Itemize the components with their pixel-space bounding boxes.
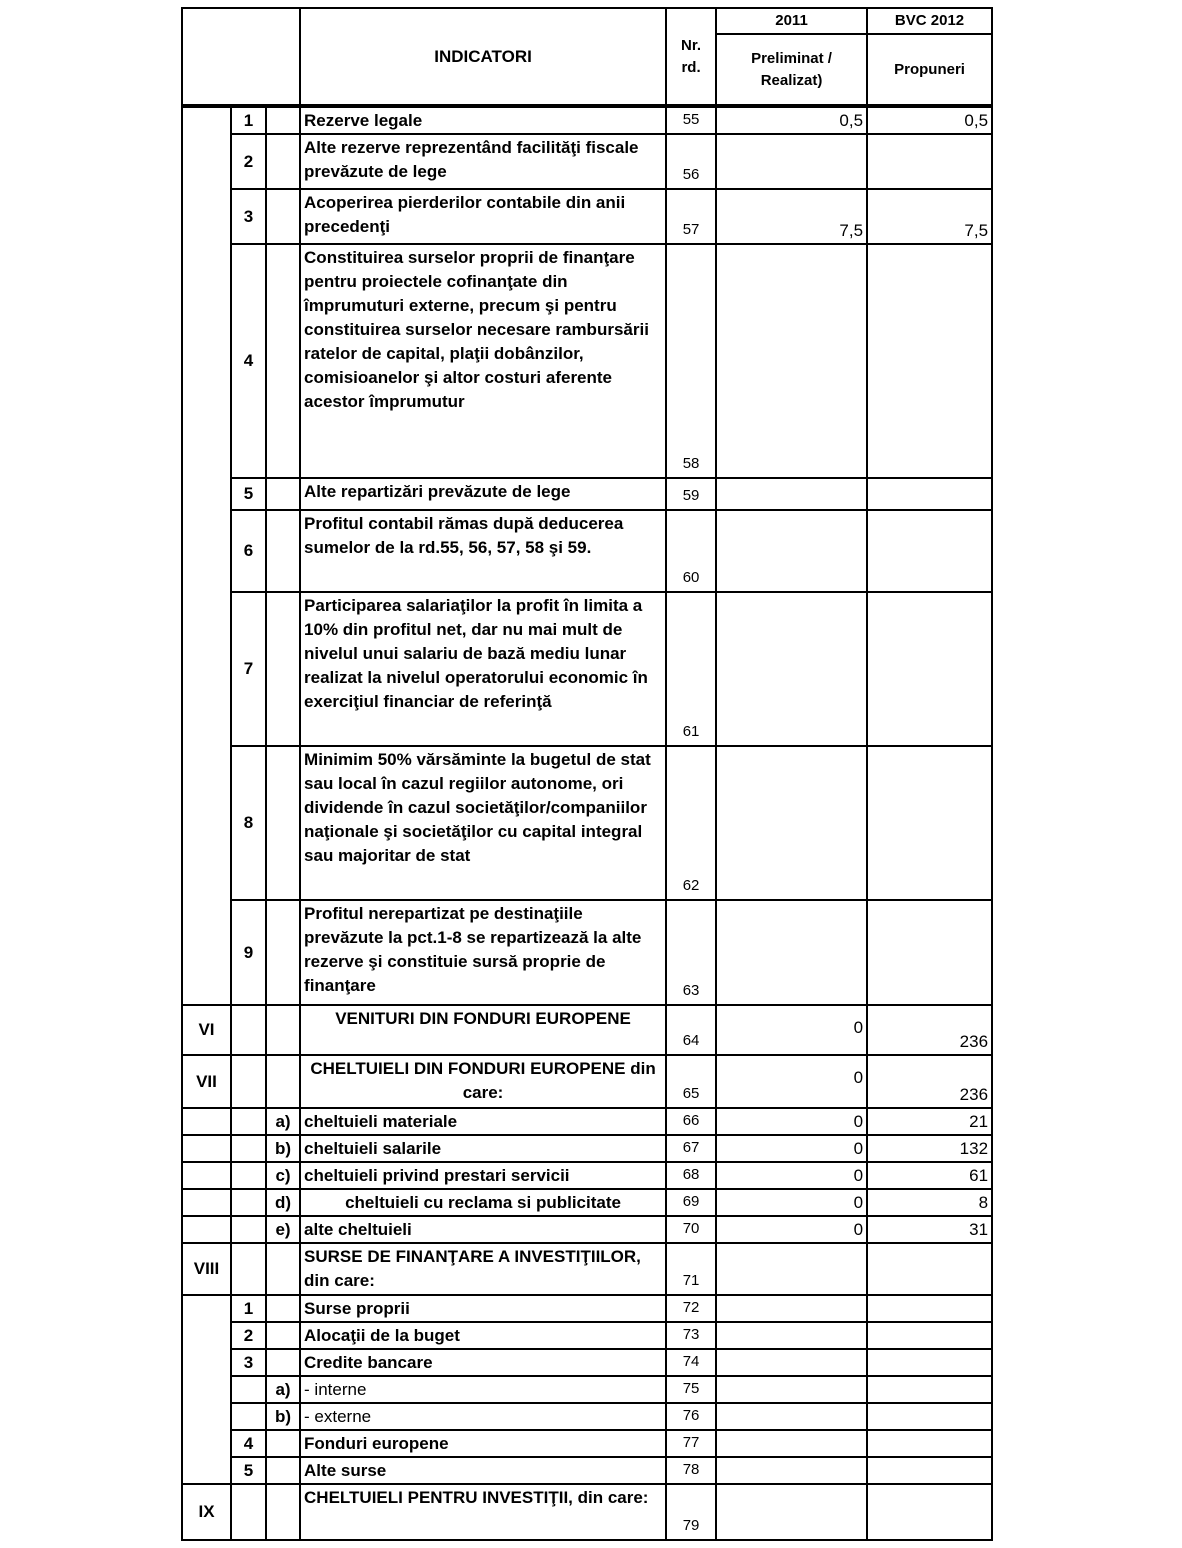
table-row (182, 1162, 992, 1189)
table-row (182, 1108, 992, 1135)
row-letter (266, 1430, 300, 1457)
row-value-2011 (716, 244, 867, 478)
row-value-2012 (867, 592, 992, 746)
row-value-2011: 0 (716, 1055, 867, 1108)
table-row (182, 592, 992, 746)
table-row (182, 1349, 992, 1376)
table-row (182, 478, 992, 510)
row-rd: 55 (666, 106, 716, 134)
row-rd: 66 (666, 1108, 716, 1135)
table-row (182, 189, 992, 244)
budget-table (181, 7, 993, 1541)
row-rd: 65 (666, 1055, 716, 1108)
row-value-2012: 236 (867, 1055, 992, 1108)
row-rd: 75 (666, 1376, 716, 1403)
row-value-2011 (716, 1243, 867, 1295)
table-row (182, 1216, 992, 1243)
row-value-2012 (867, 900, 992, 1005)
row-value-2011 (716, 510, 867, 592)
row-value-2011 (716, 1349, 867, 1376)
row-value-2012: 236 (867, 1005, 992, 1055)
row-indicator: cheltuieli cu reclama si publicitate (300, 1189, 666, 1216)
row-rd: 73 (666, 1322, 716, 1349)
row-letter (266, 592, 300, 746)
row-value-2012 (867, 1430, 992, 1457)
row-indicator: Acoperirea pierderilor contabile din anii precedenţi (300, 189, 666, 244)
row-value-2011 (716, 1295, 867, 1322)
row-indicator: Alte rezerve reprezentând facilităţi fiscale prevăzute de lege (300, 134, 666, 189)
row-letter: b) (266, 1135, 300, 1162)
row-letter (266, 1484, 300, 1540)
row-indicator: Constituirea surselor proprii de finanţare pentru proiectele cofinanţate din împrumuturi externe, precum şi pentru constituirea surselor necesare rambursării ratelor de capital, plaţii dobânzilor, comisioanelor şi altor costuri aferente acestor împrumutur (300, 244, 666, 478)
roman-numeral: VI (182, 1005, 231, 1055)
row-value-2012 (867, 1484, 992, 1540)
row-number: 2 (231, 1322, 266, 1349)
row-indicator: Profitul contabil rămas după deducerea sumelor de la rd.55, 56, 57, 58 şi 59. (300, 510, 666, 592)
row-letter (266, 478, 300, 510)
row-letter: c) (266, 1162, 300, 1189)
roman-numeral (182, 1135, 231, 1162)
table-row (182, 1457, 992, 1484)
table-row (182, 134, 992, 189)
row-indicator: - interne (300, 1376, 666, 1403)
row-rd: 62 (666, 746, 716, 900)
row-value-2012 (867, 510, 992, 592)
row-rd: 57 (666, 189, 716, 244)
row-value-2011 (716, 592, 867, 746)
row-letter (266, 1349, 300, 1376)
row-letter: d) (266, 1189, 300, 1216)
row-rd: 58 (666, 244, 716, 478)
table-row (182, 510, 992, 592)
row-indicator: Fonduri europene (300, 1430, 666, 1457)
row-letter (266, 134, 300, 189)
roman-numeral: VII (182, 1055, 231, 1108)
row-value-2012: 31 (867, 1216, 992, 1243)
row-value-2012 (867, 1376, 992, 1403)
roman-numeral (182, 1216, 231, 1243)
row-letter: a) (266, 1108, 300, 1135)
roman-cell (182, 106, 231, 1005)
row-number (231, 1189, 266, 1216)
table-row (182, 244, 992, 478)
table-row (182, 1484, 992, 1540)
row-rd: 70 (666, 1216, 716, 1243)
row-letter (266, 510, 300, 592)
row-letter: b) (266, 1403, 300, 1430)
table-row (182, 900, 992, 1005)
row-value-2011 (716, 746, 867, 900)
row-value-2012: 21 (867, 1108, 992, 1135)
row-letter (266, 106, 300, 134)
row-indicator: Surse proprii (300, 1295, 666, 1322)
row-rd: 61 (666, 592, 716, 746)
row-rd: 72 (666, 1295, 716, 1322)
row-indicator: Profitul nerepartizat pe destinaţiile prevăzute la pct.1-8 se repartizează la alte rezerve şi constituie sursă proprie de finanţare (300, 900, 666, 1005)
row-value-2011 (716, 1403, 867, 1430)
row-value-2012 (867, 478, 992, 510)
row-rd: 60 (666, 510, 716, 592)
row-number (231, 1216, 266, 1243)
row-letter: e) (266, 1216, 300, 1243)
row-number (231, 1376, 266, 1403)
row-value-2011: 0,5 (716, 106, 867, 134)
row-rd: 68 (666, 1162, 716, 1189)
row-indicator: cheltuieli materiale (300, 1108, 666, 1135)
table-row (182, 1189, 992, 1216)
row-value-2011: 0 (716, 1108, 867, 1135)
table-row (182, 1322, 992, 1349)
row-value-2011 (716, 478, 867, 510)
row-rd: 67 (666, 1135, 716, 1162)
row-letter (266, 1457, 300, 1484)
row-indicator: CHELTUIELI PENTRU INVESTIŢII, din care: (300, 1484, 666, 1540)
header-blank-cell (182, 8, 300, 106)
row-letter (266, 746, 300, 900)
roman-cell (182, 1295, 231, 1484)
row-value-2012 (867, 1322, 992, 1349)
row-value-2012 (867, 244, 992, 478)
row-indicator: Alte surse (300, 1457, 666, 1484)
row-indicator: Credite bancare (300, 1349, 666, 1376)
row-number (231, 1162, 266, 1189)
row-value-2011: 0 (716, 1162, 867, 1189)
row-value-2012: 132 (867, 1135, 992, 1162)
row-indicator: alte cheltuieli (300, 1216, 666, 1243)
row-letter (266, 1322, 300, 1349)
row-rd: 79 (666, 1484, 716, 1540)
row-number: 7 (231, 592, 266, 746)
table-row (182, 1403, 992, 1430)
row-value-2011 (716, 1484, 867, 1540)
row-number (231, 1403, 266, 1430)
row-number: 4 (231, 1430, 266, 1457)
row-indicator: CHELTUIELI DIN FONDURI EUROPENE din care: (300, 1055, 666, 1108)
row-value-2012: 61 (867, 1162, 992, 1189)
row-value-2011: 0 (716, 1189, 867, 1216)
row-value-2011 (716, 134, 867, 189)
row-number: 3 (231, 189, 266, 244)
row-rd: 69 (666, 1189, 716, 1216)
table-row (182, 106, 992, 134)
row-value-2012: 0,5 (867, 106, 992, 134)
row-number: 5 (231, 478, 266, 510)
header-indicatori: INDICATORI (300, 8, 666, 106)
row-indicator: Rezerve legale (300, 106, 666, 134)
header-2011: 2011 (716, 8, 867, 34)
table-row (182, 746, 992, 900)
table-row (182, 1430, 992, 1457)
row-rd: 64 (666, 1005, 716, 1055)
row-number: 2 (231, 134, 266, 189)
row-value-2011 (716, 1322, 867, 1349)
roman-numeral (182, 1162, 231, 1189)
row-value-2011 (716, 900, 867, 1005)
row-value-2011: 0 (716, 1135, 867, 1162)
row-value-2012 (867, 134, 992, 189)
row-rd: 56 (666, 134, 716, 189)
row-letter (266, 900, 300, 1005)
row-indicator: Alocaţii de la buget (300, 1322, 666, 1349)
row-rd: 78 (666, 1457, 716, 1484)
row-value-2012: 8 (867, 1189, 992, 1216)
row-letter: a) (266, 1376, 300, 1403)
row-number (231, 1484, 266, 1540)
table-row (182, 1295, 992, 1322)
row-rd: 59 (666, 478, 716, 510)
row-number: 9 (231, 900, 266, 1005)
row-number: 6 (231, 510, 266, 592)
row-number (231, 1055, 266, 1108)
table-row (182, 1135, 992, 1162)
roman-numeral (182, 1108, 231, 1135)
row-number (231, 1005, 266, 1055)
row-number: 1 (231, 1295, 266, 1322)
row-number (231, 1135, 266, 1162)
row-value-2012 (867, 1295, 992, 1322)
row-number (231, 1108, 266, 1135)
header-propuneri: Propuneri (867, 34, 992, 106)
row-letter (266, 244, 300, 478)
row-number: 3 (231, 1349, 266, 1376)
row-letter (266, 1005, 300, 1055)
row-indicator: cheltuieli privind prestari servicii (300, 1162, 666, 1189)
table-row (182, 1055, 992, 1108)
row-indicator: Minimim 50% vărsăminte la bugetul de stat sau local în cazul regiilor autonome, ori dividende în cazul societăţilor/companiilor naţionale şi societăţilor cu capital integral sau majoritar de stat (300, 746, 666, 900)
row-letter (266, 1055, 300, 1108)
row-letter (266, 189, 300, 244)
row-rd: 63 (666, 900, 716, 1005)
row-value-2012 (867, 746, 992, 900)
row-indicator: Alte repartizări prevăzute de lege (300, 478, 666, 510)
row-letter (266, 1243, 300, 1295)
row-value-2011: 0 (716, 1005, 867, 1055)
row-value-2012 (867, 1457, 992, 1484)
row-rd: 76 (666, 1403, 716, 1430)
row-indicator: - externe (300, 1403, 666, 1430)
roman-numeral (182, 1189, 231, 1216)
row-number: 5 (231, 1457, 266, 1484)
row-value-2012 (867, 1403, 992, 1430)
row-indicator: cheltuieli salarile (300, 1135, 666, 1162)
row-value-2012 (867, 1243, 992, 1295)
header-bvc-2012: BVC 2012 (867, 8, 992, 34)
row-indicator: SURSE DE FINANŢARE A INVESTIŢIILOR, din care: (300, 1243, 666, 1295)
row-value-2011: 7,5 (716, 189, 867, 244)
header-nr-rd: Nr. rd. (666, 8, 716, 106)
row-number: 8 (231, 746, 266, 900)
roman-numeral: IX (182, 1484, 231, 1540)
table-row (182, 1005, 992, 1055)
row-letter (266, 1295, 300, 1322)
row-rd: 77 (666, 1430, 716, 1457)
roman-numeral: VIII (182, 1243, 231, 1295)
row-value-2012: 7,5 (867, 189, 992, 244)
row-value-2011 (716, 1430, 867, 1457)
row-value-2012 (867, 1349, 992, 1376)
table-row (182, 1376, 992, 1403)
header-preliminat-realizat: Preliminat / Realizat) (716, 34, 867, 106)
row-value-2011 (716, 1457, 867, 1484)
row-indicator: VENITURI DIN FONDURI EUROPENE (300, 1005, 666, 1055)
row-value-2011 (716, 1376, 867, 1403)
row-number: 4 (231, 244, 266, 478)
row-number (231, 1243, 266, 1295)
row-value-2011: 0 (716, 1216, 867, 1243)
row-rd: 74 (666, 1349, 716, 1376)
row-indicator: Participarea salariaţilor la profit în limita a 10% din profitul net, dar nu mai mult de nivelul unui salariu de bază mediu lunar realizat la nivelul operatorului economic în exerciţiul financiar de referinţă (300, 592, 666, 746)
table-row (182, 1243, 992, 1295)
row-number: 1 (231, 106, 266, 134)
row-rd: 71 (666, 1243, 716, 1295)
